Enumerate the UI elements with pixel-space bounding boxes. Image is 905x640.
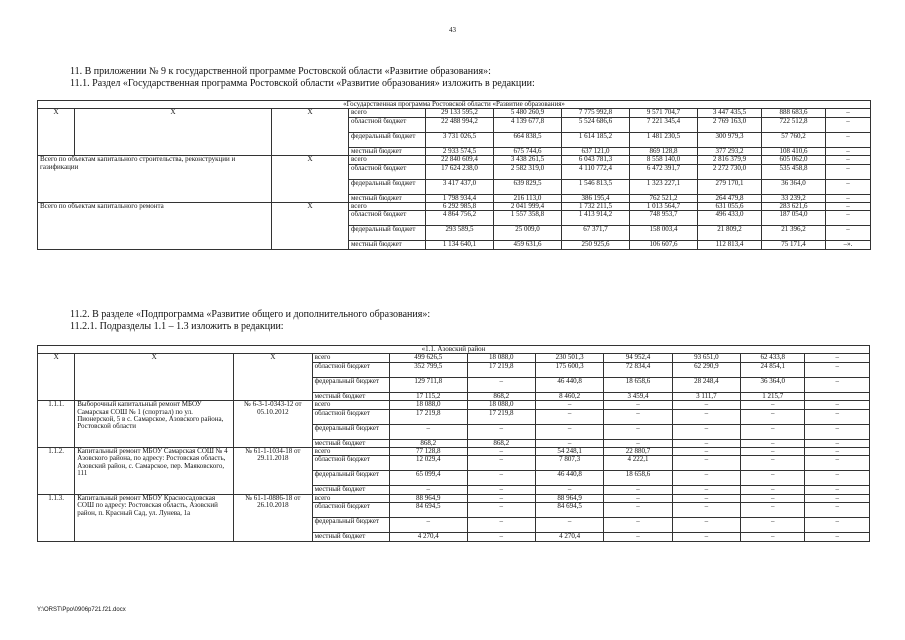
value-cell: 748 953,7 [630, 211, 698, 226]
table-row [38, 354, 870, 362]
table-title: «Государственная программа Ростовской области «Развитие образования» [38, 101, 871, 109]
value-cell: 84 694,5 [390, 503, 467, 518]
value-cell: – [741, 409, 805, 424]
file-path-footer: Y:\ORST\Ppo\0906p721.f21.docx [37, 607, 126, 613]
value-cell: – [604, 409, 672, 424]
value-cell: – [805, 362, 870, 377]
budget-label: местный бюджет [312, 486, 389, 494]
budget-label: федеральный бюджет [349, 179, 426, 194]
value-cell: 496 433,0 [698, 211, 762, 226]
value-cell: 62 433,8 [741, 354, 805, 362]
row-name: Всего по объектам капитального строительства, реконструкции и газификации [38, 156, 272, 203]
value-cell: – [826, 117, 871, 132]
row-code: Х [272, 203, 349, 250]
value-cell: 631 055,6 [698, 203, 762, 211]
budget-label: местный бюджет [349, 241, 426, 249]
value-cell: 352 799,5 [390, 362, 467, 377]
value-cell: – [741, 439, 805, 447]
value-cell: 675 744,6 [494, 147, 562, 155]
value-cell: 868,2 [467, 439, 535, 447]
value-cell: – [390, 518, 467, 533]
value-cell: – [467, 471, 535, 486]
table-row [38, 156, 871, 164]
budget-label: областной бюджет [312, 456, 389, 471]
value-cell: 8 558 140,0 [630, 156, 698, 164]
table-title: «1.1. Азовский район [38, 346, 870, 354]
value-cell: 46 440,8 [535, 471, 603, 486]
value-cell: 36 364,0 [741, 377, 805, 392]
value-cell: 22 880,7 [604, 448, 672, 456]
value-cell: – [467, 424, 535, 439]
value-cell: – [672, 424, 740, 439]
row-code: № 61-1-0886-18 от 26.10.2018 [234, 494, 312, 541]
budget-label: всего [349, 156, 426, 164]
value-cell: – [826, 211, 871, 226]
value-cell: 93 651,0 [672, 354, 740, 362]
row-code: Х [272, 109, 349, 156]
value-cell: 84 694,5 [535, 503, 603, 518]
paragraph-11-2-1: 11.2.1. Подразделы 1.1 – 1.3 изложить в редакции: [70, 321, 284, 332]
value-cell: 283 621,6 [762, 203, 826, 211]
value-cell: – [672, 439, 740, 447]
value-cell: – [467, 533, 535, 541]
value-cell: – [535, 424, 603, 439]
value-cell: – [604, 424, 672, 439]
table-title-row [38, 346, 870, 354]
value-cell: 72 834,4 [604, 362, 672, 377]
value-cell: – [741, 486, 805, 494]
value-cell: – [826, 147, 871, 155]
value-cell: 175 600,3 [535, 362, 603, 377]
value-cell: – [805, 409, 870, 424]
value-cell: –». [826, 241, 871, 249]
value-cell: – [467, 448, 535, 456]
paragraph-11-1: 11.1. Раздел «Государственная программа Ростовской области «Развитие образования» изложить в редакции: [70, 78, 535, 89]
budget-label: местный бюджет [312, 392, 389, 400]
value-cell: 112 813,4 [698, 241, 762, 249]
value-cell: 1 323 227,1 [630, 179, 698, 194]
budget-label: областной бюджет [312, 503, 389, 518]
value-cell: 88 964,9 [535, 494, 603, 502]
budget-label: федеральный бюджет [349, 132, 426, 147]
value-cell: – [805, 456, 870, 471]
value-cell: 3 447 435,5 [698, 109, 762, 117]
budget-label: всего [349, 203, 426, 211]
value-cell: – [672, 503, 740, 518]
value-cell: – [805, 518, 870, 533]
budget-label: всего [312, 401, 389, 409]
value-cell: 29 133 595,2 [426, 109, 494, 117]
value-cell: 4 222,1 [604, 456, 672, 471]
value-cell: – [604, 494, 672, 502]
value-cell: – [535, 409, 603, 424]
value-cell: 33 239,2 [762, 194, 826, 202]
value-cell: 499 626,5 [390, 354, 467, 362]
value-cell: 3 731 026,5 [426, 132, 494, 147]
value-cell: 17 115,2 [390, 392, 467, 400]
value-cell: 1 013 564,7 [630, 203, 698, 211]
value-cell: 4 270,4 [535, 533, 603, 541]
value-cell: – [805, 471, 870, 486]
row-name: Всего по объектам капитального ремонта [38, 203, 272, 250]
value-cell: – [604, 439, 672, 447]
row-name: Выборочный капитальный ремонт МБОУ Самарская СОШ № 1 (спортзал) по ул. Пионерской, 5 в с. Самарское, Азовского района, Ростовской области [75, 401, 234, 448]
program-table [37, 100, 871, 250]
value-cell: – [741, 494, 805, 502]
value-cell: 94 952,4 [604, 354, 672, 362]
value-cell: – [672, 518, 740, 533]
value-cell: – [672, 486, 740, 494]
value-cell: – [805, 424, 870, 439]
table-title-row [38, 101, 871, 109]
value-cell: 250 925,6 [562, 241, 630, 249]
value-cell: 12 029,4 [390, 456, 467, 471]
value-cell: 664 838,5 [494, 132, 562, 147]
value-cell: 7 807,3 [535, 456, 603, 471]
budget-label: федеральный бюджет [312, 518, 389, 533]
value-cell: – [535, 401, 603, 409]
row-num: 1.1.1. [38, 401, 75, 448]
value-cell: – [467, 456, 535, 471]
value-cell: – [535, 439, 603, 447]
value-cell: – [805, 503, 870, 518]
page-number: 43 [449, 26, 456, 34]
paragraph-11-2: 11.2. В разделе «Подпрограмма «Развитие общего и дополнительного образования»: [70, 309, 431, 320]
value-cell: – [826, 109, 871, 117]
value-cell: – [805, 533, 870, 541]
value-cell: 637 121,0 [562, 147, 630, 155]
value-cell: – [467, 377, 535, 392]
value-cell: – [604, 401, 672, 409]
budget-label: местный бюджет [312, 533, 389, 541]
value-cell: 7 775 992,8 [562, 109, 630, 117]
value-cell: – [826, 164, 871, 179]
value-cell: 722 512,8 [762, 117, 826, 132]
value-cell: – [805, 448, 870, 456]
value-cell: 18 088,0 [467, 354, 535, 362]
value-cell: 1 413 914,2 [562, 211, 630, 226]
budget-label: областной бюджет [349, 117, 426, 132]
value-cell: – [805, 486, 870, 494]
value-cell: 1 215,7 [741, 392, 805, 400]
value-cell: – [741, 456, 805, 471]
value-cell: – [467, 503, 535, 518]
value-cell: 5 480 260,9 [494, 109, 562, 117]
value-cell: 1 557 358,8 [494, 211, 562, 226]
value-cell: 264 479,8 [698, 194, 762, 202]
value-cell: 108 410,6 [762, 147, 826, 155]
table-row [38, 494, 870, 502]
value-cell: – [826, 226, 871, 241]
value-cell: 158 003,4 [630, 226, 698, 241]
row-num: 1.1.3. [38, 494, 75, 541]
value-cell: 216 113,0 [494, 194, 562, 202]
value-cell: 3 438 261,5 [494, 156, 562, 164]
budget-label: федеральный бюджет [312, 471, 389, 486]
table-row [38, 203, 871, 211]
value-cell: 7 221 345,4 [630, 117, 698, 132]
value-cell: 4 139 677,8 [494, 117, 562, 132]
value-cell: 2 769 163,0 [698, 117, 762, 132]
value-cell: 459 631,6 [494, 241, 562, 249]
row-code: № 61-1-1034-18 от 29.11.2018 [234, 448, 312, 495]
budget-label: федеральный бюджет [312, 377, 389, 392]
value-cell: – [826, 179, 871, 194]
value-cell: 1 134 640,1 [426, 241, 494, 249]
value-cell: 605 062,0 [762, 156, 826, 164]
row-name: Капитальный ремонт МБОУ Красносадовская СОШ по адресу: Ростовская область, Азовский район, п. Красный Сад, ул. Лунева, 1а [75, 494, 234, 541]
value-cell: 67 371,7 [562, 226, 630, 241]
value-cell: 8 460,2 [535, 392, 603, 400]
value-cell: 62 290,9 [672, 362, 740, 377]
value-cell: – [826, 132, 871, 147]
value-cell: – [535, 518, 603, 533]
value-cell: 18 658,6 [604, 377, 672, 392]
value-cell: 2 582 319,0 [494, 164, 562, 179]
budget-label: областной бюджет [312, 362, 389, 377]
value-cell: 1 732 211,5 [562, 203, 630, 211]
value-cell: – [467, 494, 535, 502]
value-cell: 868,2 [467, 392, 535, 400]
value-cell: 1 798 934,4 [426, 194, 494, 202]
budget-label: всего [312, 494, 389, 502]
value-cell: 4 864 756,2 [426, 211, 494, 226]
value-cell: 22 840 609,4 [426, 156, 494, 164]
value-cell: – [741, 533, 805, 541]
value-cell: 75 171,4 [762, 241, 826, 249]
value-cell: – [741, 471, 805, 486]
value-cell: 279 170,1 [698, 179, 762, 194]
value-cell: 129 711,8 [390, 377, 467, 392]
budget-label: областной бюджет [312, 409, 389, 424]
budget-label: областной бюджет [349, 211, 426, 226]
value-cell: 535 458,8 [762, 164, 826, 179]
value-cell: 6 292 985,8 [426, 203, 494, 211]
value-cell: 3 417 437,0 [426, 179, 494, 194]
value-cell: 24 854,1 [741, 362, 805, 377]
value-cell: – [741, 424, 805, 439]
value-cell: – [672, 471, 740, 486]
value-cell: 2 933 574,5 [426, 147, 494, 155]
value-cell: 9 571 704,7 [630, 109, 698, 117]
table-row [38, 448, 870, 456]
value-cell: 21 396,2 [762, 226, 826, 241]
value-cell: 57 760,2 [762, 132, 826, 147]
value-cell: – [826, 156, 871, 164]
value-cell: 65 099,4 [390, 471, 467, 486]
value-cell: 3 459,4 [604, 392, 672, 400]
value-cell: 18 658,6 [604, 471, 672, 486]
row-name: Капитальный ремонт МБОУ Самарская СОШ № 4 Азовского района, по адресу: Ростовская область, Азовский район, с. Самарское, пер. Маяковского, 111 [75, 448, 234, 495]
value-cell: 4 110 772,4 [562, 164, 630, 179]
value-cell: 88 964,9 [390, 494, 467, 502]
value-cell: – [672, 448, 740, 456]
value-cell: 17 624 238,0 [426, 164, 494, 179]
value-cell: 22 488 994,2 [426, 117, 494, 132]
value-cell: – [805, 377, 870, 392]
paragraph-11: 11. В приложении № 9 к государственной программе Ростовской области «Развитие образования»: [70, 66, 491, 77]
value-cell: – [805, 354, 870, 362]
value-cell: – [535, 486, 603, 494]
value-cell: 762 521,2 [630, 194, 698, 202]
value-cell: – [805, 439, 870, 447]
value-cell: – [604, 518, 672, 533]
value-cell: – [672, 456, 740, 471]
value-cell: 77 128,8 [390, 448, 467, 456]
value-cell: 54 248,1 [535, 448, 603, 456]
value-cell: 377 293,2 [698, 147, 762, 155]
value-cell: 18 088,0 [467, 401, 535, 409]
value-cell: 869 128,8 [630, 147, 698, 155]
row-name: Х [75, 109, 272, 156]
value-cell: – [604, 533, 672, 541]
budget-label: федеральный бюджет [312, 424, 389, 439]
value-cell: – [672, 494, 740, 502]
value-cell: 2 272 730,0 [698, 164, 762, 179]
value-cell: 386 195,4 [562, 194, 630, 202]
value-cell: – [604, 503, 672, 518]
value-cell: 1 614 185,2 [562, 132, 630, 147]
value-cell: 3 111,7 [672, 392, 740, 400]
value-cell: 21 809,2 [698, 226, 762, 241]
budget-label: местный бюджет [349, 194, 426, 202]
row-code: Х [234, 354, 312, 401]
value-cell: 639 829,5 [494, 179, 562, 194]
table-row [38, 401, 870, 409]
value-cell: – [467, 486, 535, 494]
value-cell: – [390, 424, 467, 439]
value-cell: 293 589,5 [426, 226, 494, 241]
value-cell: 2 041 999,4 [494, 203, 562, 211]
value-cell: – [826, 203, 871, 211]
value-cell: 6 472 391,7 [630, 164, 698, 179]
budget-label: федеральный бюджет [349, 226, 426, 241]
value-cell: 888 683,6 [762, 109, 826, 117]
value-cell: 28 248,4 [672, 377, 740, 392]
value-cell: 46 440,8 [535, 377, 603, 392]
budget-label: областной бюджет [349, 164, 426, 179]
budget-label: местный бюджет [312, 439, 389, 447]
row-name: Х [75, 354, 234, 401]
row-num: 1.1.2. [38, 448, 75, 495]
budget-label: всего [312, 448, 389, 456]
value-cell: 18 088,0 [390, 401, 467, 409]
table-row [38, 109, 871, 117]
value-cell: – [467, 518, 535, 533]
value-cell: – [672, 409, 740, 424]
value-cell: 106 607,6 [630, 241, 698, 249]
value-cell: – [672, 533, 740, 541]
value-cell: 868,2 [390, 439, 467, 447]
value-cell: – [741, 503, 805, 518]
row-num: Х [38, 109, 75, 156]
value-cell: – [741, 518, 805, 533]
value-cell: 36 364,0 [762, 179, 826, 194]
budget-label: всего [349, 109, 426, 117]
value-cell: 2 816 379,9 [698, 156, 762, 164]
value-cell: 17 219,8 [467, 409, 535, 424]
value-cell: – [805, 401, 870, 409]
budget-label: всего [312, 354, 389, 362]
value-cell: – [604, 486, 672, 494]
value-cell: 1 481 230,5 [630, 132, 698, 147]
value-cell: 17 219,8 [390, 409, 467, 424]
value-cell: 187 054,0 [762, 211, 826, 226]
value-cell: 300 979,3 [698, 132, 762, 147]
value-cell: 17 219,8 [467, 362, 535, 377]
row-code: Х [272, 156, 349, 203]
value-cell: 4 270,4 [390, 533, 467, 541]
value-cell: – [741, 448, 805, 456]
value-cell: – [672, 401, 740, 409]
row-code: № 6-3-1-0343-12 от 05.10.2012 [234, 401, 312, 448]
value-cell: 25 009,0 [494, 226, 562, 241]
value-cell: – [826, 194, 871, 202]
azov-district-table [37, 345, 870, 542]
value-cell: 5 524 686,6 [562, 117, 630, 132]
budget-label: местный бюджет [349, 147, 426, 155]
value-cell: 230 501,3 [535, 354, 603, 362]
value-cell [805, 392, 870, 400]
row-num: Х [38, 354, 75, 401]
value-cell: – [805, 494, 870, 502]
value-cell: 6 043 781,3 [562, 156, 630, 164]
value-cell: – [741, 401, 805, 409]
value-cell: – [390, 486, 467, 494]
value-cell: 1 546 813,5 [562, 179, 630, 194]
